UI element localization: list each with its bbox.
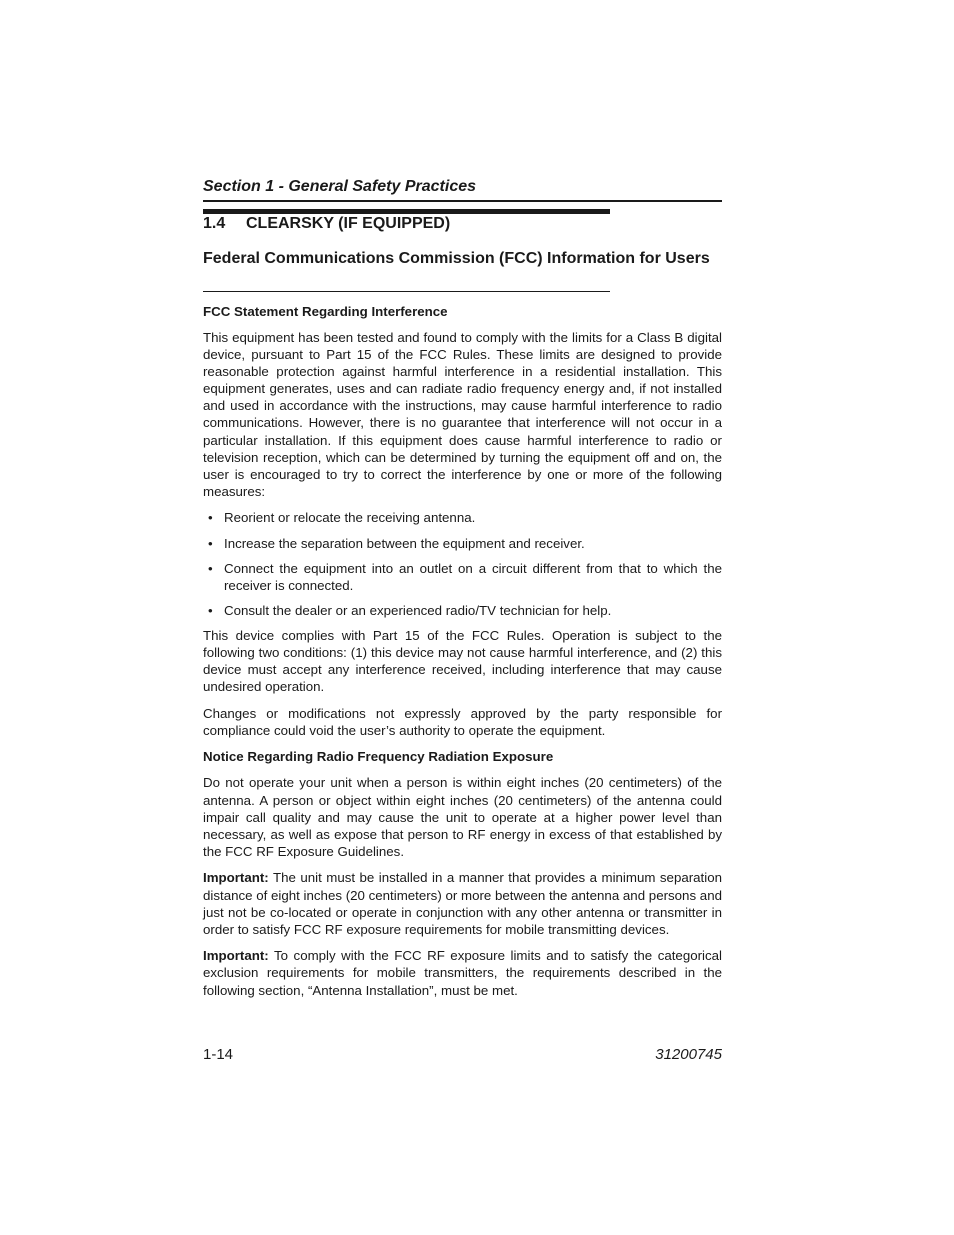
fcc-statement-intro: This equipment has been tested and found to comply with the limits for a Class B digital device, pursuant to Part 15 of the FCC Rules. These limits are designed to provide reasonable protection against harmful interference in a residential installation. This equipment generates, uses and can radiate radio frequency energy and, if not installed and used in accordance with the instructions, may cause harmful interference to radio communications. However, there is no guarantee that interference will not occur in a particular installation. If this equipment does cause harmful interference to radio or television reception, which can be determined by turning the equipment off and on, the user is encouraged to try to correct the interference by one or more of the following measures:: [203, 330, 722, 499]
list-item: [203, 509, 722, 526]
document-number: 31200745: [655, 1046, 722, 1063]
list-item-text: Increase the separation between the equipment and receiver.: [224, 535, 585, 551]
list-item: [203, 535, 722, 552]
section-number: 1.4: [203, 215, 226, 232]
section-title: CLEARSKY (IF EQUIPPED): [246, 215, 451, 232]
rf-notice-paragraph: Do not operate your unit when a person is within eight inches (20 centimeters) of the antenna. A person or object within eight inches (20 centimeters) of the antenna could impair call quality and may cause the unit to operate at a higher power level than necessary, as well as expose that person to RF energy in excess of that established by the FCC RF Exposure Guidelines.: [203, 775, 722, 859]
manual-page: [203, 0, 722, 1235]
important-label: Important:: [203, 948, 269, 964]
subsection-title: Federal Communications Commission (FCC) Information for Users: [203, 250, 710, 267]
list-item-text: Reorient or relocate the receiving antenna.: [224, 510, 476, 526]
page-number: 1-14: [203, 1046, 234, 1063]
section-heading: [203, 214, 450, 234]
rf-notice-heading: Notice Regarding Radio Frequency Radiation Exposure: [203, 749, 554, 765]
important-label: Important:: [203, 870, 269, 886]
list-item-text: Connect the equipment into an outlet on a circuit different from that to which the receiver is connected.: [224, 560, 722, 593]
important-note-1: [203, 869, 722, 937]
important-note-2: [203, 947, 722, 998]
list-item-text: Consult the dealer or an experienced radio/TV technician for help.: [224, 602, 612, 618]
bullet-icon: •: [208, 535, 213, 551]
measures-list: [203, 509, 722, 618]
body-text: [203, 303, 722, 1008]
header-rule: [203, 200, 722, 202]
fcc-compliance-paragraph: This device complies with Part 15 of the FCC Rules. Operation is subject to the following two conditions: (1) this device may not cause harmful interference, and (2) this device must accept any interference received, including interference that may cause undesired operation.: [203, 627, 722, 695]
bullet-icon: •: [208, 560, 213, 576]
bullet-icon: •: [208, 602, 213, 618]
bullet-icon: •: [208, 510, 213, 526]
running-header: Section 1 - General Safety Practices: [203, 178, 477, 195]
fcc-changes-paragraph: Changes or modifications not expressly approved by the party responsible for compliance could void the user’s authority to operate the equipment.: [203, 705, 722, 738]
subsection-rule: [203, 291, 610, 292]
list-item: [203, 602, 722, 619]
fcc-statement-heading: FCC Statement Regarding Interference: [203, 304, 448, 319]
list-item: [203, 560, 722, 594]
important-text: To comply with the FCC RF exposure limits and to satisfy the categorical exclusion requirements for mobile transmitters, the requirements described in the following section, “Antenna Installation”, must be met.: [203, 948, 722, 998]
important-text: The unit must be installed in a manner that provides a minimum separation distance of eight inches (20 centimeters) or more between the antenna and persons and just not be co-located or operate in conjunction with any other antenna or transmitter in order to satisfy FCC RF exposure requirements for mobile transmitting devices.: [203, 870, 722, 937]
